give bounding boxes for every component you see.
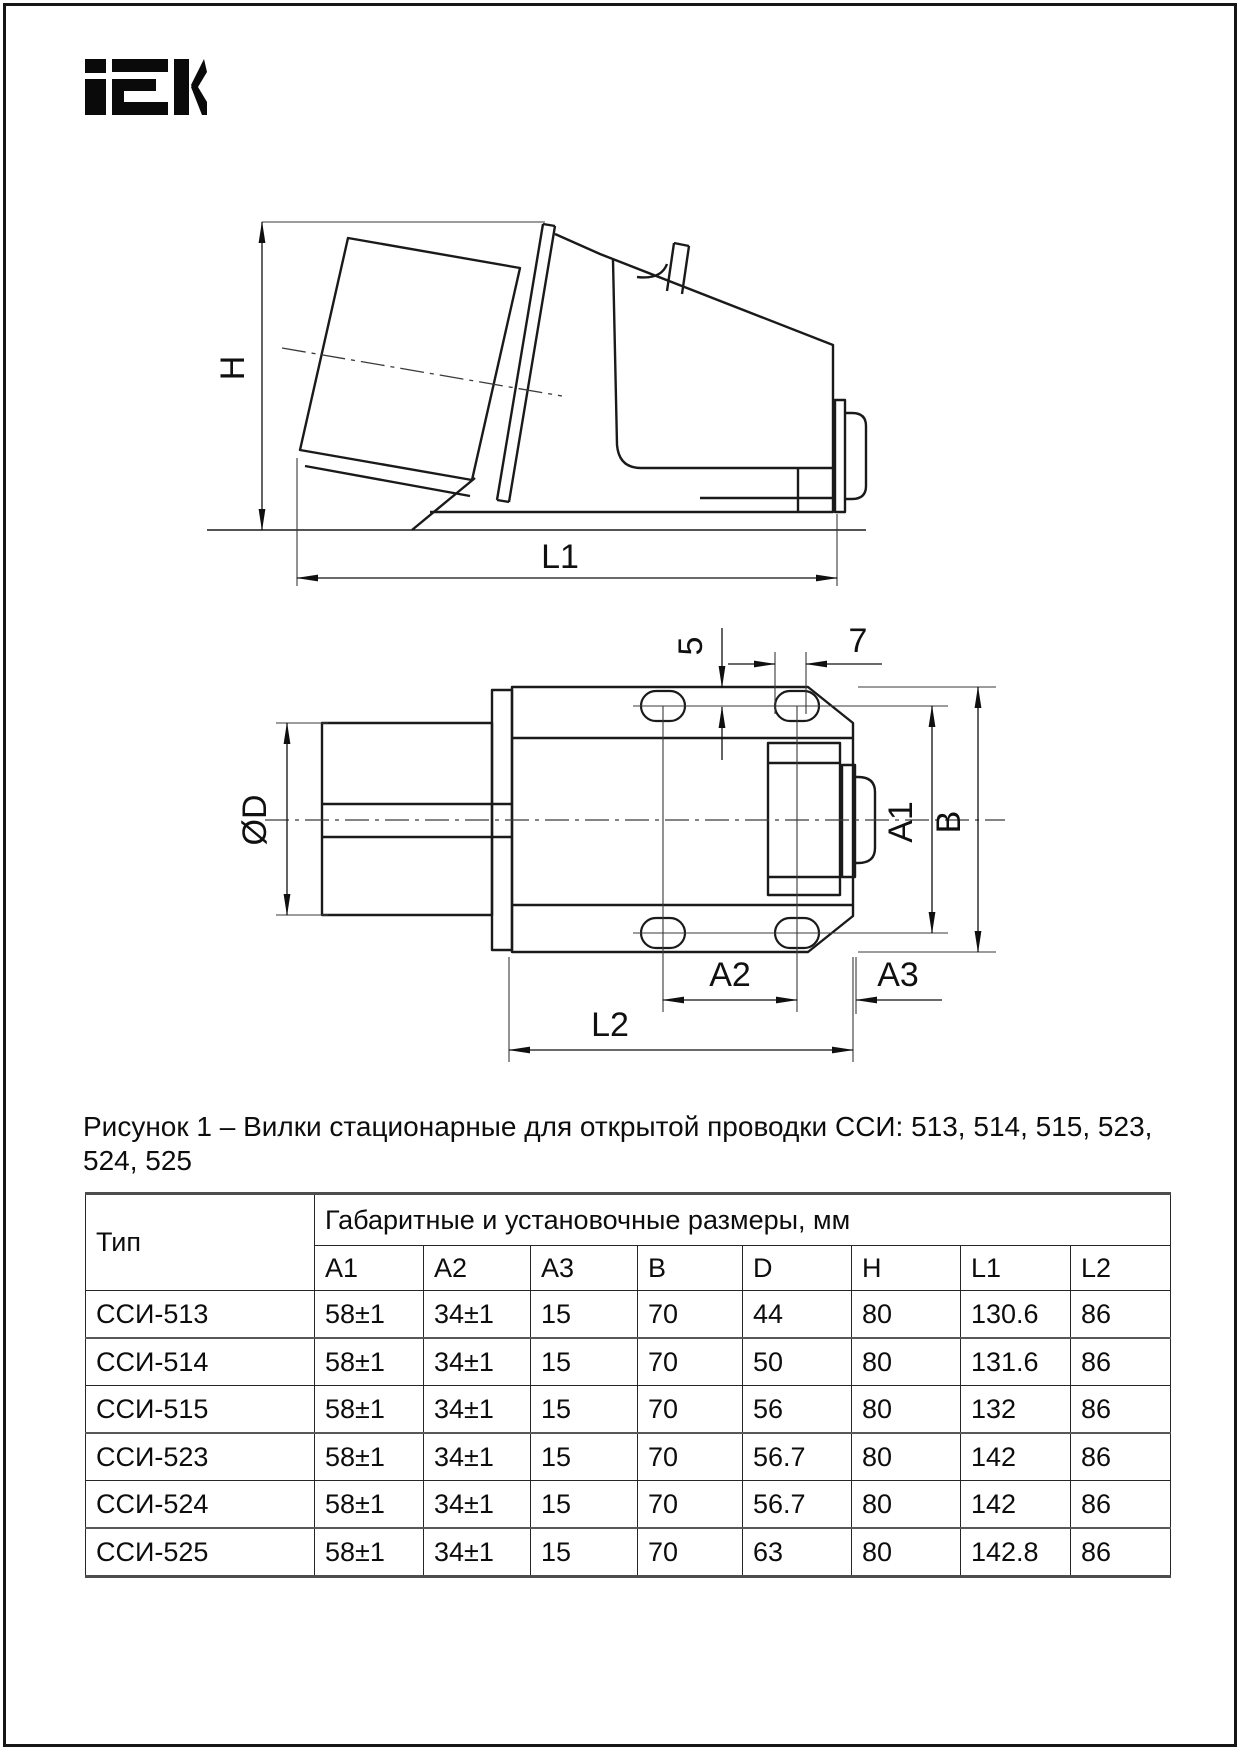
dim-label-d: ØD <box>236 794 274 846</box>
table-cell: 58±1 <box>315 1433 424 1481</box>
table-cell: 130.6 <box>961 1291 1071 1339</box>
table-cell: 132 <box>961 1386 1071 1434</box>
table-cell: 34±1 <box>424 1481 531 1529</box>
table-cell: 131.6 <box>961 1338 1071 1386</box>
table-cell-type: ССИ-524 <box>86 1481 315 1529</box>
table-header-a2: A2 <box>424 1246 531 1291</box>
table-header-h: H <box>852 1246 961 1291</box>
table-cell: 15 <box>531 1481 638 1529</box>
table-header-a1: A1 <box>315 1246 424 1291</box>
table-cell: 56.7 <box>743 1481 852 1529</box>
side-latch-left <box>667 243 674 291</box>
logo-e-top <box>112 59 168 72</box>
table-cell-type: ССИ-514 <box>86 1338 315 1386</box>
table-header-b: B <box>638 1246 743 1291</box>
table-header-d: D <box>743 1246 852 1291</box>
side-body-outline <box>430 234 833 512</box>
logo-k-spine <box>174 59 189 115</box>
table-cell: 34±1 <box>424 1528 531 1577</box>
logo-e-bottom <box>112 102 168 115</box>
table-header-type: Тип <box>86 1194 315 1291</box>
iek-logo <box>85 58 207 116</box>
table-row <box>86 1338 1171 1386</box>
side-flange-top-cap <box>543 224 555 226</box>
table-cell-type: ССИ-515 <box>86 1386 315 1434</box>
side-latch-top <box>674 243 689 246</box>
dim-label-7: 7 <box>848 622 868 660</box>
table-cell: 15 <box>531 1528 638 1577</box>
table-cell: 70 <box>638 1291 743 1339</box>
table-cell: 58±1 <box>315 1528 424 1577</box>
table-cell: 142 <box>961 1433 1071 1481</box>
dim-label-a3: A3 <box>877 956 919 994</box>
table-cell: 70 <box>638 1433 743 1481</box>
dim-label-l1: L1 <box>541 538 579 576</box>
table-row <box>86 1433 1171 1481</box>
table-cell: 58±1 <box>315 1338 424 1386</box>
table-cell: 34±1 <box>424 1433 531 1481</box>
table-cell: 80 <box>852 1386 961 1434</box>
table-cell: 86 <box>1071 1291 1171 1339</box>
table-cell: 56.7 <box>743 1433 852 1481</box>
table-cell: 34±1 <box>424 1291 531 1339</box>
table-cell: 80 <box>852 1433 961 1481</box>
table-cell: 86 <box>1071 1528 1171 1577</box>
table-cell: 86 <box>1071 1338 1171 1386</box>
table-cell: 80 <box>852 1291 961 1339</box>
side-view-thin-lines <box>262 222 837 586</box>
dim-label-5: 5 <box>672 636 710 656</box>
table-cell: 70 <box>638 1481 743 1529</box>
dim-label-a1: A1 <box>882 801 920 843</box>
dim-label-h: H <box>214 355 252 381</box>
table-cell: 70 <box>638 1386 743 1434</box>
table-header-a3: A3 <box>531 1246 638 1291</box>
table-cell: 50 <box>743 1338 852 1386</box>
side-front-housing-step <box>305 466 470 496</box>
table-cell: 86 <box>1071 1481 1171 1529</box>
table-row <box>86 1528 1171 1577</box>
logo-e-mid <box>112 79 156 91</box>
table-cell: 58±1 <box>315 1481 424 1529</box>
side-gland-nut <box>835 400 845 512</box>
side-view-dimensions <box>262 222 837 578</box>
table-cell: 63 <box>743 1528 852 1577</box>
table-cell: 34±1 <box>424 1386 531 1434</box>
table-cell: 15 <box>531 1386 638 1434</box>
table-cell: 15 <box>531 1433 638 1481</box>
table-cell: 56 <box>743 1386 852 1434</box>
table-cell: 34±1 <box>424 1338 531 1386</box>
table-cell: 86 <box>1071 1433 1171 1481</box>
figure-caption: Рисунок 1 – Вилки стационарные для открытой проводки ССИ: 513, 514, 515, 523, 524, 525 <box>83 1111 1153 1176</box>
table-cell: 86 <box>1071 1386 1171 1434</box>
logo-k-lower-arm <box>191 82 207 115</box>
table-cell: 70 <box>638 1528 743 1577</box>
table-header-l1: L1 <box>961 1246 1071 1291</box>
logo-i-dot <box>85 59 106 73</box>
table-cell: 80 <box>852 1338 961 1386</box>
table-header-group: Габаритные и установочные размеры, мм <box>315 1194 1171 1246</box>
figure-1-drawing <box>0 150 1240 1090</box>
side-body-inner-edge <box>613 260 833 468</box>
table-cell-type: ССИ-523 <box>86 1433 315 1481</box>
dimensions-table <box>85 1192 1171 1578</box>
table-header-l2: L2 <box>1071 1246 1171 1291</box>
side-body-front-edge <box>412 478 475 530</box>
table-cell: 58±1 <box>315 1291 424 1339</box>
table-cell: 15 <box>531 1338 638 1386</box>
dim-label-a2: A2 <box>709 956 751 994</box>
top-gland-body <box>768 743 840 895</box>
table-cell-type: ССИ-513 <box>86 1291 315 1339</box>
table-cell: 80 <box>852 1481 961 1529</box>
logo-text <box>0 0 1 1</box>
table-cell: 70 <box>638 1338 743 1386</box>
table-cell: 44 <box>743 1291 852 1339</box>
table-cell: 142.8 <box>961 1528 1071 1577</box>
table-cell-type: ССИ-525 <box>86 1528 315 1577</box>
dim-label-l2: L2 <box>591 1006 629 1044</box>
table-cell: 58±1 <box>315 1386 424 1434</box>
logo-i-bar <box>85 79 106 115</box>
table-cell: 15 <box>531 1291 638 1339</box>
table-cell: 142 <box>961 1481 1071 1529</box>
dim-label-b: B <box>930 810 968 834</box>
table-row <box>86 1481 1171 1529</box>
side-front-housing <box>300 238 520 480</box>
table-row <box>86 1291 1171 1339</box>
table-cell: 80 <box>852 1528 961 1577</box>
side-flange-bottom-cap <box>497 500 509 502</box>
top-sleeve <box>322 723 492 915</box>
figure-side-view <box>207 224 866 530</box>
table-row <box>86 1386 1171 1434</box>
side-gland-bushing <box>845 413 866 499</box>
